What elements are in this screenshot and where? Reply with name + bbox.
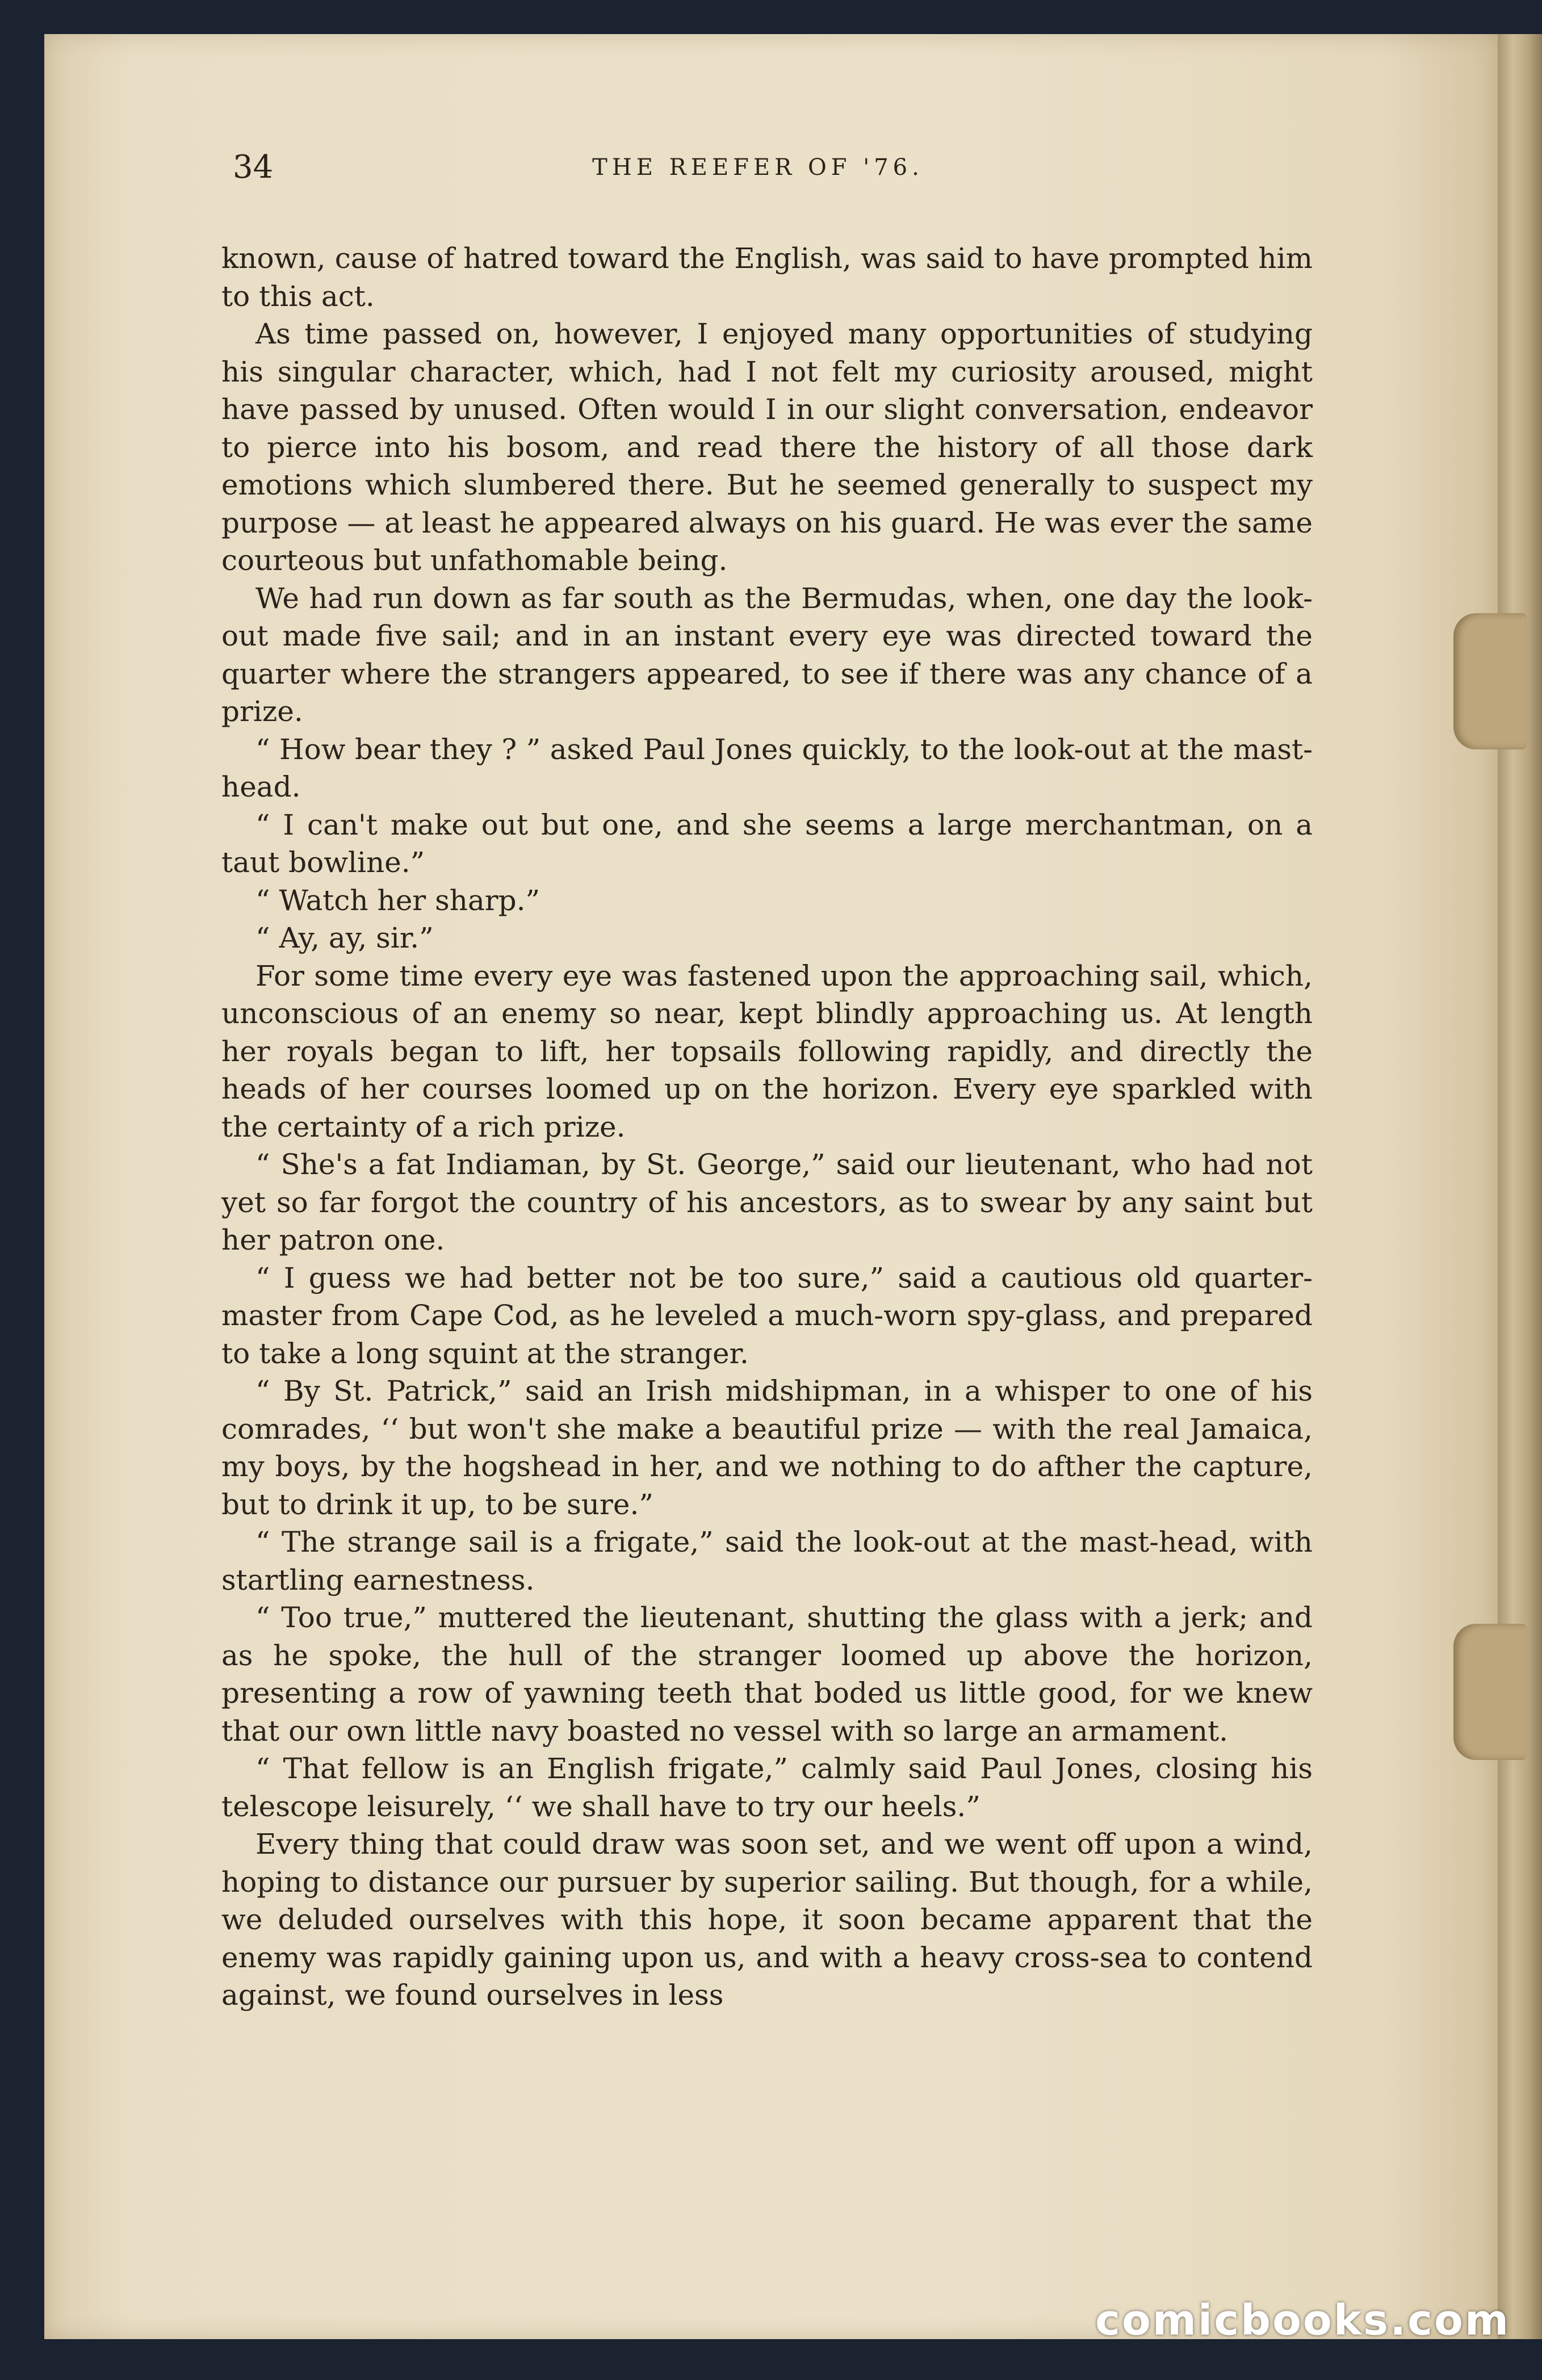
binding-tab-lower	[1453, 1624, 1527, 1760]
paragraph: “ That fellow is an English frigate,” calmly said Paul Jones, closing his telescope leisurely, ‘‘ we shall have to try our heels.”	[221, 1752, 1313, 1823]
page-header	[182, 145, 1334, 190]
paragraph: Every thing that could draw was soon set, and we went off upon a wind, hoping to distance our pursuer by superior sailing. But though, for a while, we deluded ourselves with this hope, it soon became apparent that the enemy was rapidly gaining upon us, and with a heavy cross-sea to contend against, we found ourselves in less	[221, 1828, 1313, 2012]
binding-tab-upper	[1453, 613, 1527, 749]
running-title: THE REEFER OF '76.	[592, 154, 924, 181]
paragraph: “ She's a fat Indiaman, by St. George,” said our lieutenant, who had not yet so far forgot the country of his ancestors, as to swear by any saint but her patron one.	[221, 1148, 1313, 1256]
page-number: 34	[233, 149, 274, 186]
paragraph: We had run down as far south as the Bermudas, when, one day the look-out made five sail; and in an instant every eye was directed toward the quarter where the strangers appeared, to see if there was any chance of a prize.	[221, 581, 1313, 728]
paragraph: For some time every eye was fastened upon the approaching sail, which, unconscious of an enemy so near, kept blindly approaching us. At length her royals began to lift, her topsails following rapidly, and directly the heads of her courses loomed up on the horizon. Every eye sparkled with the certainty of a rich prize.	[221, 959, 1313, 1143]
paragraph: “ Too true,” muttered the lieutenant, shutting the glass with a jerk; and as he spoke, the hull of the stranger loomed up above the horizon, presenting a row of yawning teeth that boded us little good, for we knew that our own little navy boasted no vessel with so large an armament.	[221, 1601, 1313, 1748]
paragraph: known, cause of hatred toward the English, was said to have prompted him to this act.	[221, 242, 1313, 313]
watermark-logo: comicbooks.com	[1095, 2296, 1510, 2345]
paragraph: “ Watch her sharp.”	[255, 883, 540, 917]
paragraph: “ Ay, ay, sir.”	[255, 921, 434, 954]
paragraph: “ I can't make out but one, and she seems a large merchantman, on a taut bowline.”	[221, 808, 1313, 879]
paragraph: “ I guess we had better not be too sure,” said a cautious old quarter-master from Cape Cod, as he leveled a much-worn spy-glass, and prepared to take a long squint at the stranger.	[221, 1261, 1313, 1370]
body-text	[221, 240, 1313, 2014]
paragraph: “ How bear they ? ” asked Paul Jones quickly, to the look-out at the mast-head.	[221, 732, 1313, 803]
paragraph: “ By St. Patrick,” said an Irish midshipman, in a whisper to one of his comrades, ‘‘ but won't she make a beautiful prize — with the real Jamaica, my boys, by the hogshead in her, and we nothing to do afther the capture, but to drink it up, to be sure.”	[221, 1375, 1313, 1521]
paragraph: “ The strange sail is a frigate,” said the look-out at the mast-head, with startling earnestness.	[221, 1526, 1313, 1597]
page-edge	[1498, 34, 1542, 2339]
paragraph: As time passed on, however, I enjoyed many opportunities of studying his singular character, which, had I not felt my curiosity aroused, might have passed by unused. Often would I in our slight conversation, endeavor to pierce into his bosom, and read there the history of all those dark emotions which slumbered there. But he seemed generally to suspect my purpose — at least he appeared always on his guard. He was ever the same courteous but unfathomable being.	[221, 317, 1313, 577]
